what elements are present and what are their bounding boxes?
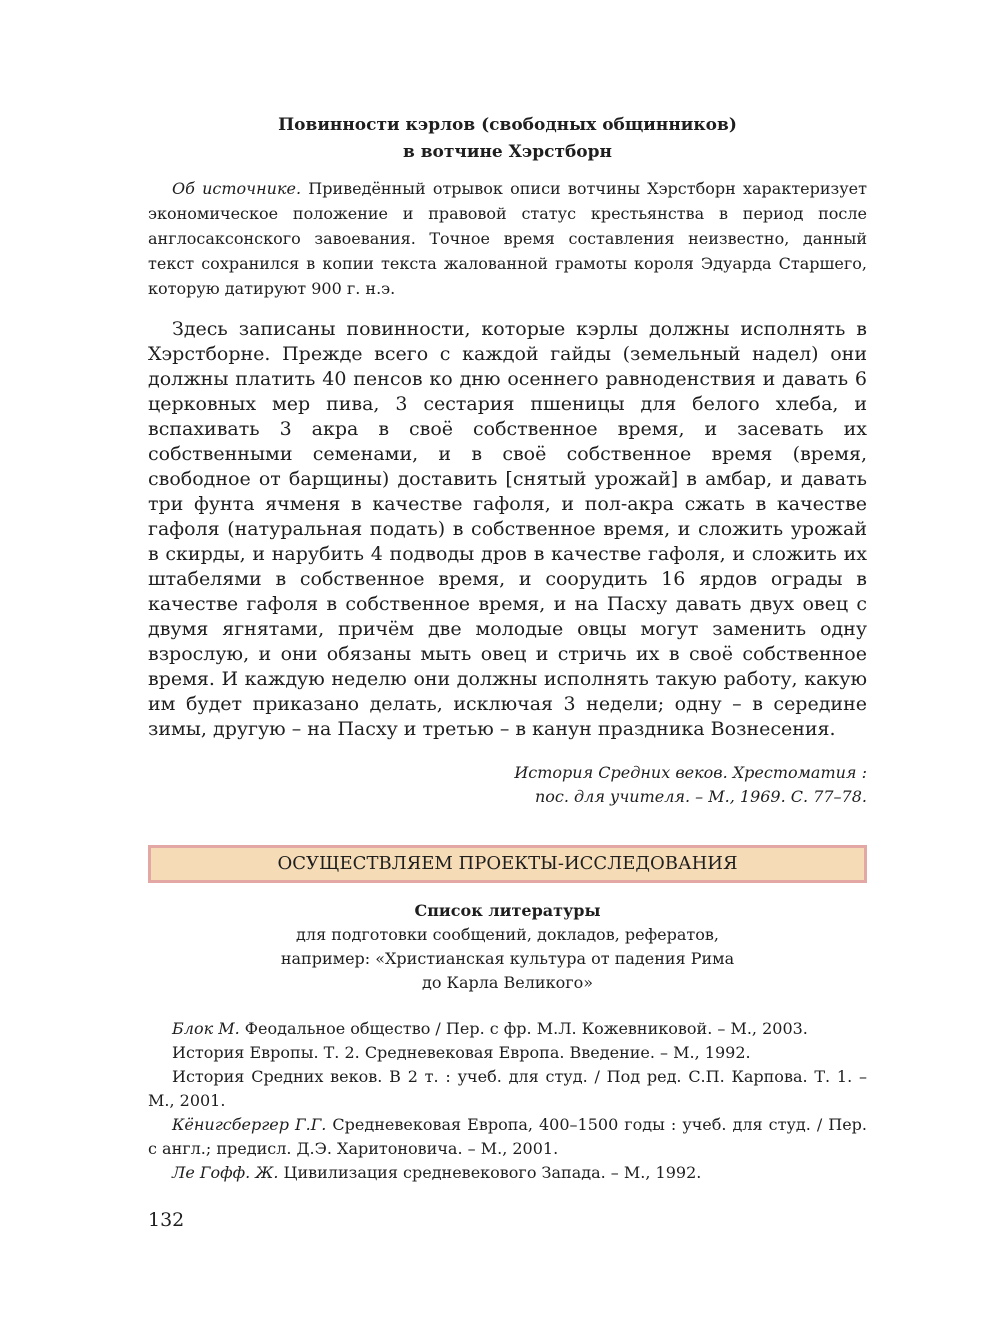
bibliography-subtitle-line1: для подготовки сообщений, докладов, рефератов, bbox=[296, 925, 719, 944]
bibliography-heading: Список литературы bbox=[414, 901, 601, 920]
section-title-line2: в вотчине Хэрстборн bbox=[403, 142, 612, 162]
bibliography-subtitle-line2: например: «Христианская культура от падения Рима bbox=[280, 949, 735, 968]
entry-author: Кёнигсбергер Г.Г. bbox=[172, 1115, 327, 1134]
entry-text: Средневековая Европа, 400–1500 годы : учеб. для студ. / Пер. с англ.; предисл. Д.Э. Харитоновича. – М., 2001. bbox=[148, 1115, 867, 1158]
bibliography-entry bbox=[148, 1017, 867, 1041]
source-text: Приведённый отрывок описи вотчины Хэрстборн характеризует экономическое положение и правовой статус крестьянства в период после англосаксонского завоевания. Точное время составления неизвестно, данный текст сохранился в копии текста жалованной грамоты короля Эдуарда Старшего, которую датируют 900 г. н.э. bbox=[148, 179, 868, 298]
projects-banner: ОСУЩЕСТВЛЯЕМ ПРОЕКТЫ-ИССЛЕДОВАНИЯ bbox=[148, 845, 867, 883]
section-title bbox=[148, 112, 867, 166]
bibliography-entry bbox=[148, 1113, 867, 1161]
page-content bbox=[148, 112, 867, 1185]
citation-line2: пос. для учителя. – М., 1969. С. 77–78. bbox=[534, 787, 867, 806]
entry-text: История Европы. Т. 2. Средневековая Европа. Введение. – М., 1992. bbox=[172, 1043, 751, 1062]
page-number: 132 bbox=[148, 1209, 185, 1231]
entry-text: Цивилизация средневекового Запада. – М., 1992. bbox=[278, 1163, 702, 1182]
bibliography-list bbox=[148, 1017, 867, 1185]
bibliography-entry bbox=[148, 1065, 867, 1113]
bibliography-subtitle-line3: до Карла Великого» bbox=[421, 973, 593, 992]
bibliography-header bbox=[148, 899, 867, 995]
bibliography-entry bbox=[148, 1161, 867, 1185]
bibliography-entry bbox=[148, 1041, 867, 1065]
entry-author: Блок М. bbox=[172, 1019, 240, 1038]
document-excerpt: Здесь записаны повинности, которые кэрлы должны исполнять в Хэрстборне. Прежде всего с каждой гайды (земельный надел) они должны платить 40 пенсов ко дню осеннего равноденствия и давать 6 церковных мер пива, 3 сестария пшеницы для белого хлеба, и вспахивать 3 акра в своё собственное время, и засевать их собственными семенами, и в своё собственное время (время, свободное от барщины) доставить [снятый урожай] в амбар, и давать три фунта ячменя в качестве гафоля, и пол-акра сжать в качестве гафоля (натуральная подать) в собственное время, и сложить урожай в скирды, и нарубить 4 подводы дров в качестве гафоля, и сложить их штабелями в собственное время, и соорудить 16 ярдов ограды в качестве гафоля в собственное время, и на Пасху давать двух овец с двумя ягнятами, причём две молодые овцы могут заменить одну взрослую, и они обязаны мыть овец и стричь их в своё собственное время. И каждую неделю они должны исполнять такую работу, какую им будет приказано делать, исключая 3 недели; одну – в середине зимы, другую – на Пасху и третью – в канун праздника Вознесения. bbox=[148, 318, 867, 740]
citation-line1: История Средних веков. Хрестоматия : bbox=[514, 763, 867, 782]
source-description bbox=[148, 176, 867, 301]
entry-text: История Средних веков. В 2 т. : учеб. для студ. / Под ред. С.П. Карпова. Т. 1. – М., 2001. bbox=[148, 1067, 867, 1110]
section-title-line1: Повинности кэрлов (свободных общинников) bbox=[278, 115, 737, 135]
citation bbox=[148, 761, 867, 809]
entry-author: Ле Гофф. Ж. bbox=[172, 1163, 279, 1182]
entry-text: Феодальное общество / Пер. с фр. М.Л. Кожевниковой. – М., 2003. bbox=[239, 1019, 808, 1038]
source-label: Об источнике. bbox=[172, 179, 302, 198]
